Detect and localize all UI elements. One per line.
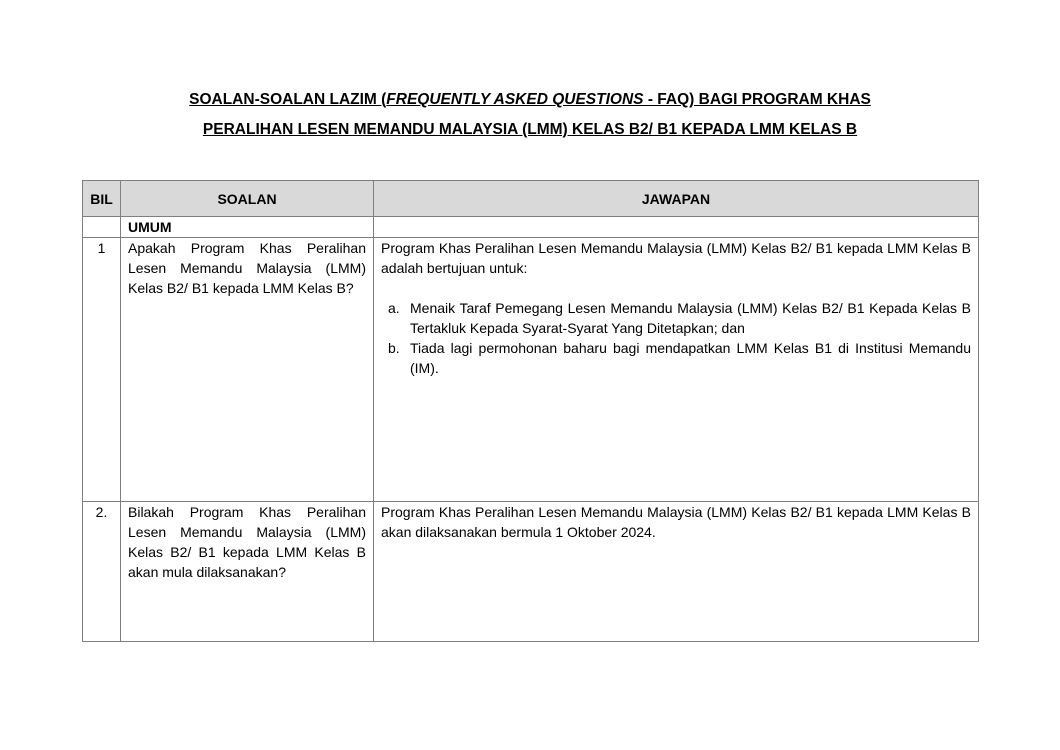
list-marker: a. — [388, 300, 400, 316]
header-jawapan: JAWAPAN — [374, 181, 979, 217]
title-text-italic: FREQUENTLY ASKED QUESTIONS — [386, 91, 644, 108]
title-text-start: SOALAN-SOALAN LAZIM ( — [189, 91, 387, 108]
table-header-row — [83, 181, 979, 217]
answer-list — [381, 298, 971, 378]
row-number: 1 — [83, 238, 121, 502]
question-text: Apakah Program Khas Peralihan Lesen Memandu Malaysia (LMM) Kelas B2/ B1 kepada LMM Kelas B? — [121, 238, 374, 502]
section-label: UMUM — [121, 217, 374, 238]
answer-intro: Program Khas Peralihan Lesen Memandu Malaysia (LMM) Kelas B2/ B1 kepada LMM Kelas B adalah bertujuan untuk: — [381, 240, 971, 276]
answer-cell — [374, 238, 979, 502]
table-row — [83, 502, 979, 642]
faq-table — [82, 180, 979, 642]
row-number: 2. — [83, 502, 121, 642]
list-item-text: Menaik Taraf Pemegang Lesen Memandu Malaysia (LMM) Kelas B2/ B1 Kepada Kelas B Tertakluk Kepada Syarat-Syarat Yang Ditetapkan; dan — [410, 300, 971, 336]
section-row — [83, 217, 979, 238]
table-row — [83, 238, 979, 502]
section-empty-cell — [374, 217, 979, 238]
document-title-line-1 — [0, 91, 1060, 109]
header-soalan: SOALAN — [121, 181, 374, 217]
section-bil-cell — [83, 217, 121, 238]
question-text: Bilakah Program Khas Peralihan Lesen Memandu Malaysia (LMM) Kelas B2/ B1 kepada LMM Kelas B akan mula dilaksanakan? — [121, 502, 374, 642]
title-text-end: - FAQ) BAGI PROGRAM KHAS — [643, 91, 871, 108]
list-item — [381, 338, 971, 378]
list-marker: b. — [388, 340, 400, 356]
header-bil: BIL — [83, 181, 121, 217]
list-item — [381, 298, 971, 338]
answer-text: Program Khas Peralihan Lesen Memandu Malaysia (LMM) Kelas B2/ B1 kepada LMM Kelas B akan dilaksanakan bermula 1 Oktober 2024. — [374, 502, 979, 642]
document-title-line-2: PERALIHAN LESEN MEMANDU MALAYSIA (LMM) KELAS B2/ B1 KEPADA LMM KELAS B — [202, 121, 858, 138]
list-item-text: Tiada lagi permohonan baharu bagi mendapatkan LMM Kelas B1 di Institusi Memandu (IM). — [410, 340, 971, 376]
